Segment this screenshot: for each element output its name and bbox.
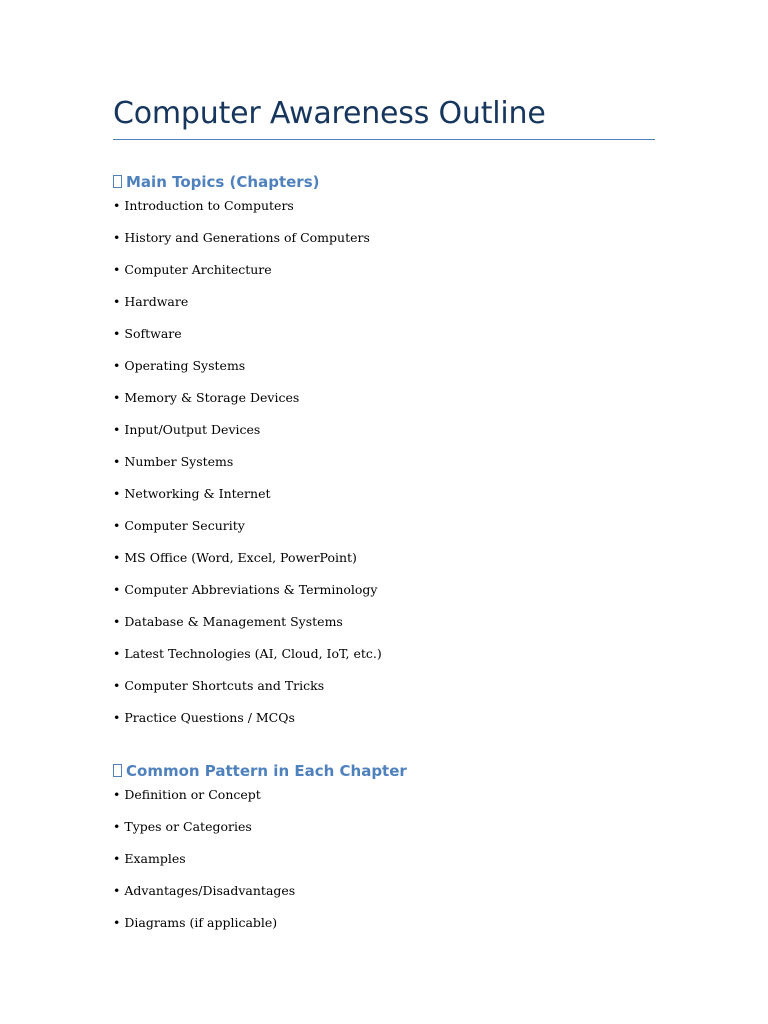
list-item	[113, 578, 655, 610]
list-item-text: History and Generations of Computers	[124, 230, 370, 245]
list-item	[113, 290, 655, 322]
bullet: •	[113, 787, 121, 802]
list-item-text: Introduction to Computers	[124, 198, 294, 213]
list-item-text: Computer Security	[124, 518, 245, 533]
main-topics-list	[113, 194, 655, 738]
list-item-text: Software	[124, 326, 182, 341]
list-item	[113, 815, 655, 847]
title-underline-rule	[113, 139, 655, 140]
list-item-text: Latest Technologies (AI, Cloud, IoT, etc.)	[124, 646, 382, 661]
bullet: •	[113, 851, 121, 866]
list-item	[113, 418, 655, 450]
bullet: •	[113, 550, 121, 565]
bullet: •	[113, 326, 121, 341]
list-item-text: Computer Architecture	[124, 262, 272, 277]
list-item-text: Types or Categories	[124, 819, 252, 834]
list-item	[113, 546, 655, 578]
list-item	[113, 610, 655, 642]
bullet: •	[113, 358, 121, 373]
section-heading-label: Main Topics (Chapters)	[126, 173, 320, 191]
list-item	[113, 642, 655, 674]
list-item	[113, 514, 655, 546]
list-item	[113, 322, 655, 354]
list-item-text: Database & Management Systems	[124, 614, 343, 629]
list-item-text: Computer Abbreviations & Terminology	[124, 582, 378, 597]
list-item	[113, 783, 655, 815]
list-item	[113, 482, 655, 514]
list-item-text: Number Systems	[124, 454, 234, 469]
list-item-text: MS Office (Word, Excel, PowerPoint)	[124, 550, 357, 565]
list-item	[113, 911, 655, 943]
list-item	[113, 674, 655, 706]
missing-glyph-icon	[113, 175, 122, 188]
list-item	[113, 879, 655, 911]
list-item-text: Practice Questions / MCQs	[124, 710, 295, 725]
list-item-text: Advantages/Disadvantages	[124, 883, 296, 898]
bullet: •	[113, 646, 121, 661]
list-item-text: Diagrams (if applicable)	[124, 915, 278, 930]
section-common-pattern	[113, 759, 655, 943]
list-item	[113, 847, 655, 879]
list-item-text: Hardware	[124, 294, 189, 309]
list-item-text: Examples	[124, 851, 186, 866]
bullet: •	[113, 883, 121, 898]
list-item	[113, 194, 655, 226]
bullet: •	[113, 582, 121, 597]
list-item	[113, 258, 655, 290]
list-item-text: Computer Shortcuts and Tricks	[124, 678, 325, 693]
bullet: •	[113, 614, 121, 629]
bullet: •	[113, 454, 121, 469]
list-item	[113, 354, 655, 386]
document-title: Computer Awareness Outline	[113, 96, 546, 131]
common-pattern-list	[113, 783, 655, 943]
bullet: •	[113, 518, 121, 533]
list-item-text: Operating Systems	[124, 358, 246, 373]
list-item-text: Input/Output Devices	[124, 422, 261, 437]
list-item	[113, 706, 655, 738]
section-main-topics	[113, 170, 655, 738]
bullet: •	[113, 915, 121, 930]
bullet: •	[113, 678, 121, 693]
section-heading-common-pattern	[113, 759, 655, 783]
section-heading-label: Common Pattern in Each Chapter	[126, 762, 407, 780]
bullet: •	[113, 230, 121, 245]
list-item-text: Memory & Storage Devices	[124, 390, 300, 405]
bullet: •	[113, 198, 121, 213]
bullet: •	[113, 486, 121, 501]
list-item-text: Definition or Concept	[124, 787, 261, 802]
bullet: •	[113, 390, 121, 405]
bullet: •	[113, 262, 121, 277]
section-heading-main-topics	[113, 170, 655, 194]
list-item	[113, 386, 655, 418]
bullet: •	[113, 819, 121, 834]
list-item-text: Networking & Internet	[124, 486, 271, 501]
missing-glyph-icon	[113, 764, 122, 777]
list-item	[113, 450, 655, 482]
list-item	[113, 226, 655, 258]
bullet: •	[113, 422, 121, 437]
bullet: •	[113, 710, 121, 725]
bullet: •	[113, 294, 121, 309]
